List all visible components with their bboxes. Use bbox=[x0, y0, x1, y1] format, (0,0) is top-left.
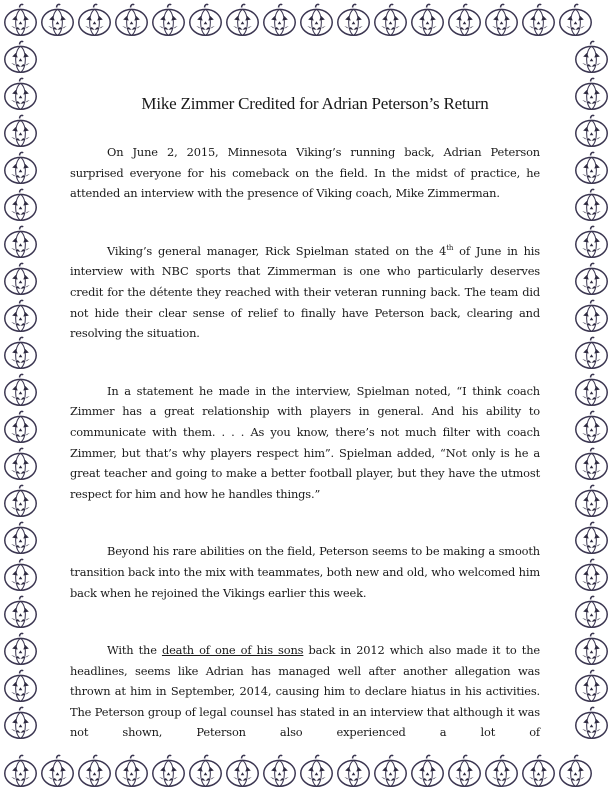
jack-o-lantern-icon bbox=[446, 753, 483, 790]
ordinal-suffix: th bbox=[446, 243, 454, 252]
jack-o-lantern-icon bbox=[39, 753, 76, 790]
jack-o-lantern-icon bbox=[2, 150, 39, 187]
jack-o-lantern-icon bbox=[39, 2, 76, 39]
jack-o-lantern-icon bbox=[335, 2, 372, 39]
jack-o-lantern-icon bbox=[76, 753, 113, 790]
article-title: Mike Zimmer Credited for Adrian Peterson’s Return bbox=[141, 94, 489, 113]
jack-o-lantern-icon bbox=[2, 446, 39, 483]
sons-death-link[interactable]: death of one of his sons bbox=[161, 643, 304, 658]
jack-o-lantern-icon bbox=[2, 224, 39, 261]
jack-o-lantern-icon bbox=[2, 631, 39, 668]
paragraph-3: In a statement he made in the interview, Spielman noted, “I think coach Zimmer has a great relationship with players in general. And his ability to communicate with them. . . . As you know, there’s not much filter with coach Zimmer, but that’s why players respect him”. Spielman added, “Not only is he a great teacher and going to make a better football player, but they have the utmost respect for him and how he handles things.” bbox=[70, 383, 540, 501]
jack-o-lantern-icon bbox=[2, 2, 39, 39]
jack-o-lantern-icon bbox=[298, 2, 335, 39]
jack-o-lantern-icon bbox=[2, 39, 39, 76]
jack-o-lantern-icon bbox=[76, 2, 113, 39]
jack-o-lantern-icon bbox=[150, 753, 187, 790]
jack-o-lantern-icon bbox=[2, 298, 39, 335]
jack-o-lantern-icon bbox=[298, 753, 335, 790]
jack-o-lantern-icon bbox=[113, 2, 150, 39]
jack-o-lantern-icon bbox=[372, 2, 409, 39]
jack-o-lantern-icon bbox=[2, 335, 39, 372]
jack-o-lantern-icon bbox=[573, 631, 610, 668]
jack-o-lantern-icon bbox=[261, 2, 298, 39]
jack-o-lantern-icon bbox=[557, 753, 594, 790]
jack-o-lantern-icon bbox=[409, 2, 446, 39]
jack-o-lantern-icon bbox=[573, 483, 610, 520]
jack-o-lantern-icon bbox=[573, 557, 610, 594]
jack-o-lantern-icon bbox=[520, 753, 557, 790]
jack-o-lantern-icon bbox=[573, 298, 610, 335]
jack-o-lantern-icon bbox=[2, 113, 39, 150]
jack-o-lantern-icon bbox=[520, 2, 557, 39]
jack-o-lantern-icon bbox=[483, 753, 520, 790]
jack-o-lantern-icon bbox=[224, 753, 261, 790]
jack-o-lantern-icon bbox=[187, 2, 224, 39]
jack-o-lantern-icon bbox=[573, 224, 610, 261]
border-bottom bbox=[2, 753, 594, 790]
jack-o-lantern-icon bbox=[573, 668, 610, 705]
paragraph-2-text-b: of June in his interview with NBC sports that Zimmerman is one who particularly deserves credit for the détente they reached with their veteran running back. The team did not hide their clear sense of relief to finally have Peterson back, clearing and resolving the situation. bbox=[70, 243, 540, 341]
jack-o-lantern-icon bbox=[2, 520, 39, 557]
paragraph-5-text-b: back in 2012 which also made it to the headlines, seems like Adrian has managed well after another allegation was thrown at him in September, 2014, causing him to declare hiatus in his activities. The Peterson group of legal counsel has stated in an interview that although it was not shown, Peterson also experienced a lot of bbox=[70, 643, 540, 740]
jack-o-lantern-icon bbox=[409, 753, 446, 790]
jack-o-lantern-icon bbox=[573, 520, 610, 557]
jack-o-lantern-icon bbox=[557, 2, 594, 39]
border-right bbox=[573, 39, 610, 742]
jack-o-lantern-icon bbox=[573, 372, 610, 409]
jack-o-lantern-icon bbox=[573, 150, 610, 187]
jack-o-lantern-icon bbox=[2, 261, 39, 298]
jack-o-lantern-icon bbox=[573, 187, 610, 224]
jack-o-lantern-icon bbox=[446, 2, 483, 39]
jack-o-lantern-icon bbox=[2, 483, 39, 520]
paragraph-5 bbox=[70, 640, 540, 743]
jack-o-lantern-icon bbox=[573, 261, 610, 298]
jack-o-lantern-icon bbox=[187, 753, 224, 790]
jack-o-lantern-icon bbox=[2, 753, 39, 790]
border-top bbox=[2, 2, 594, 39]
jack-o-lantern-icon bbox=[261, 753, 298, 790]
paragraph-4: Beyond his rare abilities on the field, Peterson seems to be making a smooth transition back into the mix with teammates, both new and old, who welcomed him back when he rejoined the Vikings earlier this week. bbox=[70, 544, 540, 600]
jack-o-lantern-icon bbox=[113, 753, 150, 790]
jack-o-lantern-icon bbox=[150, 2, 187, 39]
jack-o-lantern-icon bbox=[372, 753, 409, 790]
jack-o-lantern-icon bbox=[2, 594, 39, 631]
jack-o-lantern-icon bbox=[573, 705, 610, 742]
paragraph-5-text-a: With the bbox=[107, 643, 162, 658]
jack-o-lantern-icon bbox=[2, 76, 39, 113]
jack-o-lantern-icon bbox=[2, 557, 39, 594]
jack-o-lantern-icon bbox=[573, 446, 610, 483]
paragraph-2-text-a: Viking’s general manager, Rick Spielman stated on the 4 bbox=[107, 243, 447, 258]
jack-o-lantern-icon bbox=[573, 113, 610, 150]
jack-o-lantern-icon bbox=[573, 76, 610, 113]
jack-o-lantern-icon bbox=[573, 409, 610, 446]
jack-o-lantern-icon bbox=[573, 594, 610, 631]
jack-o-lantern-icon bbox=[2, 705, 39, 742]
jack-o-lantern-icon bbox=[224, 2, 261, 39]
jack-o-lantern-icon bbox=[483, 2, 520, 39]
article bbox=[70, 94, 540, 743]
jack-o-lantern-icon bbox=[2, 187, 39, 224]
jack-o-lantern-icon bbox=[2, 372, 39, 409]
paragraph-2 bbox=[70, 241, 540, 344]
jack-o-lantern-icon bbox=[2, 409, 39, 446]
jack-o-lantern-icon bbox=[335, 753, 372, 790]
paragraph-1: On June 2, 2015, Minnesota Viking’s running back, Adrian Peterson surprised everyone for his comeback on the field. In the midst of practice, he attended an interview with the presence of Viking coach, Mike Zimmerman. bbox=[70, 145, 540, 201]
jack-o-lantern-icon bbox=[2, 668, 39, 705]
jack-o-lantern-icon bbox=[573, 335, 610, 372]
jack-o-lantern-icon bbox=[573, 39, 610, 76]
border-left bbox=[2, 39, 39, 742]
